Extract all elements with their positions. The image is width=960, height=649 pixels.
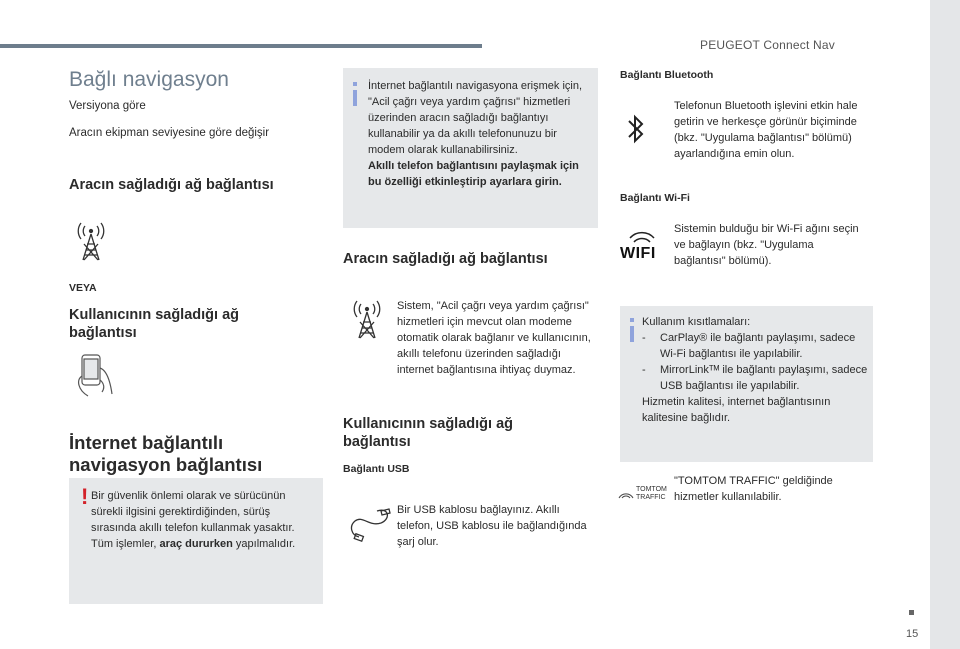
header-rule	[0, 44, 482, 48]
usb-label: Bağlantı USB	[343, 463, 410, 475]
or-label: VEYA	[69, 282, 97, 294]
page-number: 15	[906, 628, 919, 640]
wifi-icon-text: WIFI	[620, 245, 656, 262]
vehicle-network-text: Sistem, "Acil çağrı veya yardım çağrısı" hizmetleri için mevcut olan modeme otomatik olarak bağlanır ve kullanıcının, akıllı telefonu üzerinden sağladığı internet bağlantısına ihtiyaç duymaz.	[397, 300, 591, 376]
brand-header: PEUGEOT Connect Nav	[700, 38, 835, 52]
quality-text: Hizmetin kalitesi, internet bağlantısının kalitesine bağlıdır.	[642, 396, 831, 424]
info-icon-bar-2	[630, 326, 634, 342]
page-title: Bağlı navigasyon	[69, 68, 229, 91]
bluetooth-label: Bağlantı Bluetooth	[620, 69, 714, 81]
page-end-marker	[909, 610, 914, 615]
user-network-heading: Kullanıcının sağladığı ağ bağlantısı	[69, 307, 239, 341]
limitations-box	[620, 306, 873, 462]
wifi-text: Sistemin bulduğu bir Wi-Fi ağını seçin ve bağlayın (bkz. "Uygulama bağlantısı" bölümü).	[674, 223, 859, 267]
wifi-icon	[620, 225, 664, 263]
vehicle-network-heading-2: Aracın sağladığı ağ bağlantısı	[343, 251, 548, 267]
tomtom-text: "TOMTOM TRAFFIC" geldiğinde hizmetler kullanılabilir.	[674, 475, 833, 503]
antenna-icon	[74, 222, 108, 262]
version-note: Versiyona göre	[69, 100, 146, 112]
internet-connection-heading: İnternet bağlantılı navigasyon bağlantısı	[69, 432, 263, 475]
wifi-label: Bağlantı Wi-Fi	[620, 192, 690, 204]
info-icon-bar	[353, 90, 357, 106]
usb-cable-icon	[347, 505, 393, 545]
info-text: İnternet bağlantılı navigasyona erişmek için, "Acil çağrı veya yardım çağrısı" hizmetleri üzerinden aracın sağladığı bağlantıyı kullanabilir ya da akıllı telefonunuzu bir modem olarak kullanabilirsiniz. Akıllı telefon bağlantısını paylaşmak için bu özelliği etkinleştirip ayarlara girin.	[368, 80, 583, 188]
bluetooth-icon	[627, 112, 645, 146]
warning-box	[69, 478, 323, 604]
bluetooth-text: Telefonun Bluetooth işlevini etkin hale getirin ve herkesçe görünür biçiminde (bkz. "Uygulama bağlantısı" bölümü) ayarlandığına emin olun.	[674, 100, 858, 160]
list-dash: -	[642, 364, 646, 376]
equipment-note: Aracın ekipman seviyesine göre değişir	[69, 127, 270, 139]
page-edge-band	[930, 0, 960, 649]
antenna-icon-2	[350, 300, 384, 340]
user-network-heading-2: Kullanıcının sağladığı ağ bağlantısı	[343, 416, 513, 450]
warning-icon: !	[81, 484, 89, 509]
limitations-title: Kullanım kısıtlamaları:	[642, 316, 751, 328]
limitation-item: - CarPlay® ile bağlantı paylaşımı, sadece Wi-Fi bağlantısı ile yapılabilir.	[642, 332, 856, 360]
usb-text: Bir USB kablosu bağlayınız. Akıllı telefon, USB kablosu ile bağlandığında şarj olur.	[397, 504, 587, 548]
limitation-item: - MirrorLinkᵀᴹ ile bağlantı paylaşımı, sadece USB bağlantısı ile yapılabilir.	[642, 364, 868, 392]
info-icon-dot-2	[630, 318, 634, 322]
warning-text: Bir güvenlik önlemi olarak ve sürücünün sürekli ilgisini gerektirdiğinden, sürüş sırasında akıllı telefon kullanmak yasaktır. Tüm işlemler, araç dururken yapılmalıdır.	[91, 490, 296, 550]
limitations-text	[642, 314, 868, 426]
smartphone-hand-icon	[72, 350, 118, 400]
list-dash: -	[642, 332, 646, 344]
vehicle-network-heading: Aracın sağladığı ağ bağlantısı	[69, 177, 274, 193]
info-icon-dot	[353, 82, 357, 86]
tomtom-logo-text: TOMTOM TRAFFIC	[636, 486, 667, 501]
info-box	[343, 68, 598, 228]
